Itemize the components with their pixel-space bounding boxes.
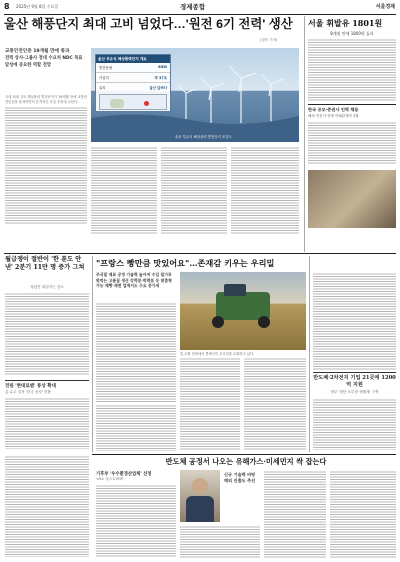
- sidebar-ad-subtitle: 해외 전문가·전략 이해관계자 3월: [308, 114, 359, 118]
- sidebar-ad-box: [308, 104, 396, 166]
- bottom-body-col-3: [264, 470, 326, 558]
- feature-body-col-4: [96, 404, 176, 451]
- lead-kicker: 교통안전인증 19개월 만에 통과: [5, 49, 70, 54]
- right-box: [313, 372, 396, 452]
- column-divider: [309, 256, 310, 452]
- middle-left-headline: 월급쟁이 절반이 '한 푼도 안 낸' 2분기 11만 명 증가 그쳐: [5, 256, 85, 272]
- bottom-left-subtitle: <5> 올스트라텍: [96, 477, 123, 481]
- page-number: 8: [4, 2, 10, 11]
- infographic-row: 위치 울산 앞바다: [99, 86, 167, 90]
- infographic-panel: [95, 54, 171, 112]
- bottom-left-body: [5, 455, 89, 557]
- feature-photo-caption: 밀 수확 현장에서 콤바인이 우리밀을 수확하고 있다.: [180, 352, 255, 356]
- right-column-body: [313, 272, 396, 370]
- section-name: 경제종합: [180, 3, 206, 11]
- feature-photo: [180, 272, 306, 350]
- header-rule: [4, 14, 396, 15]
- sidebar-photo: [308, 170, 396, 228]
- lead-body-col-4: [231, 146, 299, 234]
- issue-date: 2025년 9월 8일 수요일: [16, 4, 59, 9]
- right-box-headline: 반도체·2차전지 기업 21곳에 1200억 지원: [313, 375, 396, 388]
- feature-body-col-3: [244, 357, 306, 451]
- bottom-body-col-1: [96, 484, 176, 558]
- middle-left-box: [5, 380, 89, 450]
- sidebar-ad-title: 한국 공모·증권사 인력 채용: [308, 107, 359, 112]
- middle-left-box-subtitle: 총 수주 실적 '한국 신차' 전환: [5, 390, 51, 394]
- page-header: [0, 0, 400, 14]
- sidebar-subhead: 8개월 만에 1800원 돌파: [330, 31, 374, 36]
- section-rule: [4, 253, 396, 254]
- column-divider: [92, 256, 93, 452]
- lead-body-col-1: 국내 최대 규모 해상풍력 발전단지가 19개월 만에 교통안전인증을 통과하면서 본격적인 사업 추진에 나선다.: [5, 95, 87, 233]
- feature-body-col-2: [180, 357, 240, 451]
- bottom-photo: [180, 470, 220, 522]
- bottom-body-col-2: [180, 525, 260, 558]
- lead-subdeck: 전력 상사·그룹사 정대 수요처 NDC 목표 달성에 중요한 역할 전망: [5, 56, 83, 68]
- section-rule: [92, 454, 396, 455]
- infographic-caption: 울산 부유식 해상풍력 발전단지 조감도: [175, 135, 232, 139]
- infographic-title: 울산 부유식 해상풍력단지 개요: [96, 55, 170, 63]
- feature-body-col-1: [96, 302, 176, 402]
- lead-body-col-2: [91, 146, 157, 234]
- bottom-body-col-4: [330, 470, 396, 558]
- sidebar-headline: 서울 휘발유 1801원: [308, 18, 383, 28]
- lead-byline: (권욱 기자): [260, 38, 278, 42]
- infographic-row: 발전용량 6GW: [96, 63, 170, 73]
- bottom-headline: 반도체 공정서 나오는 유해가스·미세먼지 싹 잡는다: [165, 457, 327, 466]
- location-map: [99, 94, 167, 110]
- middle-left-box-title: 전원 '현대로템' 통상 확대: [5, 384, 56, 389]
- infographic-row: 사업비 약 37조: [96, 73, 170, 83]
- bottom-left-title: 기후부 '우수환경산업체' 선정: [96, 472, 152, 477]
- middle-left-body: [5, 292, 89, 376]
- bottom-quote: 신규 기술력 바탕 해외 진출도 추진: [224, 472, 256, 483]
- lead-headline: 울산 해풍단지 최대 고비 넘었다…'원전 6기 전력' 생산: [4, 17, 293, 31]
- feature-deck: 주식밀 재료 공정 기술력 높아져 수입 밀가루 맞먹는 고품질 생산 강력분·박력분 등 맞춤형 가능 제빵·제면 업계서도 수요 증가세: [96, 272, 172, 289]
- masthead: 서울경제: [375, 4, 395, 10]
- feature-headline: "프랑스 빵만큼 맛있어요"…존재감 키우는 우리밀: [96, 258, 275, 268]
- lead-infographic: [91, 48, 299, 142]
- lead-body-col-3: [161, 146, 227, 234]
- right-box-subhead: 정부 '첨단 소부장 생태계' 구축: [330, 390, 379, 394]
- sidebar-body: [308, 38, 396, 102]
- middle-left-subhead: 청년층 취업자는 감소: [30, 285, 64, 289]
- column-divider: [304, 16, 305, 252]
